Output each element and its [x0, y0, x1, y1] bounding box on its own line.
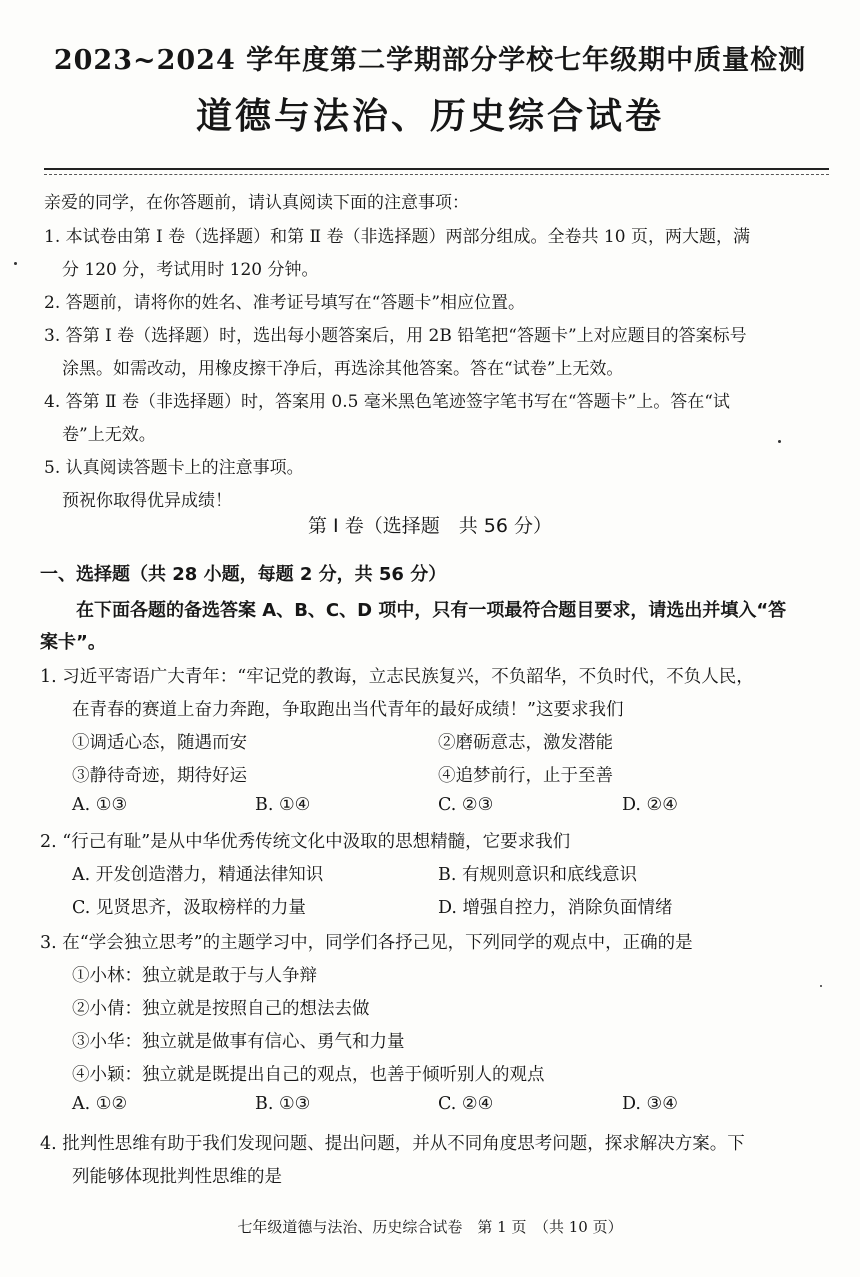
notice-item-4-cont: 卷”上无效。 [62, 425, 156, 445]
notice-item-5: 5. 认真阅读答题卡上的注意事项。 [44, 458, 304, 478]
notice-item-2: 2. 答题前，请将你的姓名、准考证号填写在“答题卡”相应位置。 [44, 293, 526, 313]
notice-item-3-cont: 涂黑。如需改动，用橡皮擦干净后，再选涂其他答案。答在“试卷”上无效。 [62, 359, 624, 379]
option-c: C. 见贤思齐，汲取榜样的力量 [72, 898, 306, 918]
question-stem-cont: 在青春的赛道上奋力奔跑，争取跑出当代青年的最好成绩！”这要求我们 [72, 700, 624, 720]
question-stem: 4. 批判性思维有助于我们发现问题、提出问题，并从不同角度思考问题，探求解决方案。下 [40, 1134, 745, 1154]
exam-subtitle: 道德与法治、历史综合试卷 [195, 95, 664, 137]
question-stem-cont: 列能够体现批判性思维的是 [72, 1167, 282, 1187]
header-divider [44, 168, 829, 170]
notice-greeting: 亲爱的同学，在你答题前，请认真阅读下面的注意事项： [44, 193, 469, 213]
part-instruction-cont: 案卡”。 [40, 632, 106, 653]
statement-3: ③静待奇迹，期待好运 [72, 766, 247, 786]
option-b: B. ①④ [255, 795, 311, 815]
option-a: A. ①② [72, 1094, 128, 1114]
scan-speck [14, 262, 17, 265]
option-d: D. ③④ [622, 1094, 678, 1114]
question-stem: 2. “行己有耻”是从中华优秀传统文化中汲取的思想精髓，它要求我们 [40, 832, 571, 852]
question-stem: 1. 习近平寄语广大青年：“牢记党的教诲，立志民族复兴，不负韶华，不负时代，不负人民， [40, 667, 754, 687]
option-a: A. ①③ [72, 795, 128, 815]
option-b: B. ①③ [255, 1094, 311, 1114]
option-a: A. 开发创造潜力，精通法律知识 [72, 865, 324, 885]
exam-title: 2023~2024 学年度第二学期部分学校七年级期中质量检测 [53, 45, 807, 76]
statement-1: ①小林：独立就是敢于与人争辩 [72, 966, 317, 986]
statement-2: ②磨砺意志，激发潜能 [438, 733, 613, 753]
notice-item-4: 4. 答第 Ⅱ 卷（非选择题）时，答案用 0.5 毫米黑色笔迹签字笔书写在“答题卡”上。答在“试 [44, 392, 730, 412]
option-d: D. ②④ [622, 795, 678, 815]
notice-item-1: 1. 本试卷由第 Ⅰ 卷（选择题）和第 Ⅱ 卷（非选择题）两部分组成。全卷共 10 页，两大题，满 [44, 227, 750, 247]
option-c: C. ②④ [438, 1094, 494, 1114]
scan-speck [820, 985, 822, 987]
section-title: 第 Ⅰ 卷（选择题 共 56 分） [308, 515, 552, 537]
statement-4: ④追梦前行，止于至善 [438, 766, 613, 786]
notice-item-3: 3. 答第 Ⅰ 卷（选择题）时，选出每小题答案后，用 2B 铅笔把“答题卡”上对应题目的答案标号 [44, 326, 747, 346]
option-b: B. 有规则意识和底线意识 [438, 865, 637, 885]
part-title: 一、选择题（共 28 小题，每题 2 分，共 56 分） [40, 564, 447, 585]
part-instruction: 在下面各题的备选答案 A、B、C、D 项中，只有一项最符合题目要求，请选出并填入“答 [76, 600, 787, 621]
option-c: C. ②③ [438, 795, 494, 815]
notice-wish: 预祝你取得优异成绩！ [62, 491, 232, 511]
statement-4: ④小颖：独立就是既提出自己的观点，也善于倾听别人的观点 [72, 1065, 545, 1085]
statement-2: ②小倩：独立就是按照自己的想法去做 [72, 999, 370, 1019]
statement-3: ③小华：独立就是做事有信心、勇气和力量 [72, 1032, 405, 1052]
option-d: D. 增强自控力，消除负面情绪 [438, 898, 673, 918]
statement-1: ①调适心态，随遇而安 [72, 733, 247, 753]
scan-speck [778, 440, 781, 443]
header-divider-dashed [44, 174, 829, 175]
notice-item-1-cont: 分 120 分，考试用时 120 分钟。 [62, 260, 319, 280]
question-stem: 3. 在“学会独立思考”的主题学习中，同学们各抒己见，下列同学的观点中，正确的是 [40, 933, 693, 953]
page-footer: 七年级道德与法治、历史综合试卷 第 1 页 （共 10 页） [237, 1218, 623, 1236]
